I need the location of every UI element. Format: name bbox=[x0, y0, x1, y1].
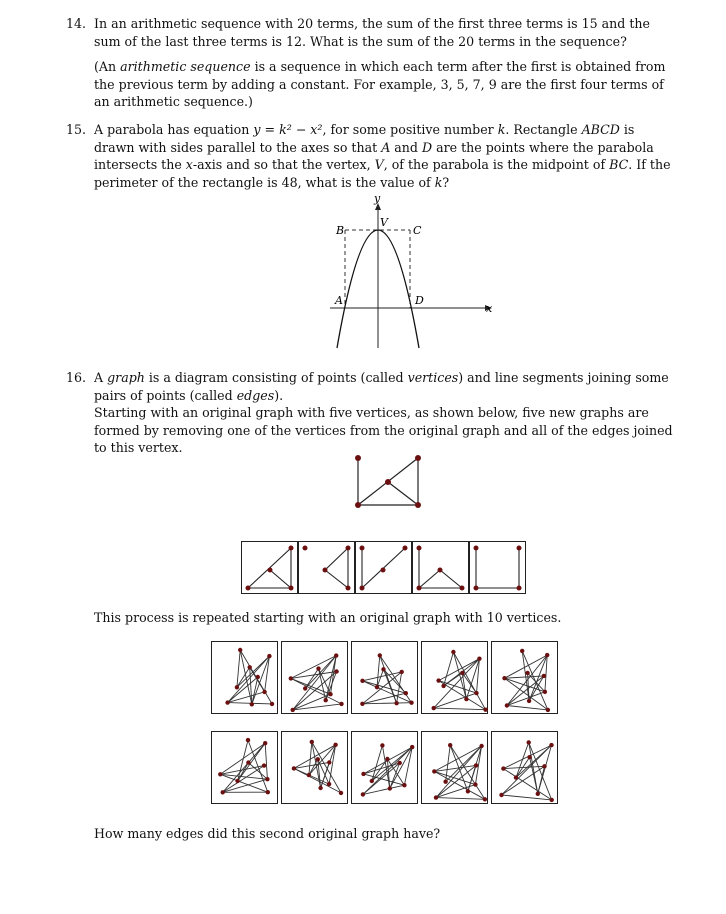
problem-text-2: Starting with an original graph with five vertices, as shown below, five new graphs are formed by removing one of the vertices from the original graph and all of the edges joined to this vertex. bbox=[94, 405, 673, 456]
subgraph-box bbox=[282, 732, 348, 804]
subgraph-vertex bbox=[316, 666, 320, 670]
subgraph-edge bbox=[238, 740, 248, 781]
subgraph-vertex bbox=[443, 780, 447, 784]
subgraph-edge bbox=[223, 779, 268, 792]
subgraph-vertex bbox=[246, 738, 250, 742]
subgraph-vertex bbox=[334, 669, 338, 673]
subgraph-edge bbox=[507, 676, 544, 706]
subgraph-vertex bbox=[546, 708, 550, 712]
subgraph-vertex bbox=[477, 657, 481, 661]
subgraph-vertex bbox=[360, 702, 364, 706]
subgraph-edge bbox=[265, 743, 267, 779]
subgraph-vertex bbox=[398, 761, 402, 765]
subgraph-vertex bbox=[270, 702, 274, 706]
subgraph-vertex bbox=[307, 773, 311, 777]
subgraph-vertex bbox=[333, 743, 337, 747]
subgraph-vertex bbox=[432, 706, 436, 710]
subgraph-vertex bbox=[339, 791, 343, 795]
subgraph-vertex bbox=[248, 665, 252, 669]
problem-text: A graph is a diagram consisting of points (called vertices) and line segments joining some pairs of points (called edges). bbox=[94, 370, 669, 403]
subgraph-vertex bbox=[464, 697, 468, 701]
subgraph-vertex bbox=[235, 685, 239, 689]
subgraph-vertex bbox=[339, 702, 343, 706]
problem-16 bbox=[66, 369, 676, 457]
subgraph-vertex bbox=[499, 793, 503, 797]
subgraph-vertex bbox=[250, 702, 254, 706]
subgraph-vertex bbox=[324, 698, 328, 702]
subgraph-vertex bbox=[265, 777, 269, 781]
subgraph-vertex bbox=[550, 798, 554, 802]
label-b: B bbox=[336, 224, 345, 237]
subgraph-edge bbox=[237, 656, 270, 687]
label-d: D bbox=[415, 294, 424, 307]
subgraph-vertex bbox=[545, 653, 549, 657]
subgraph-vertex bbox=[527, 755, 531, 759]
subgraph-vertex bbox=[402, 783, 406, 787]
subgraph-vertex bbox=[292, 766, 296, 770]
subgraph-vertex bbox=[448, 743, 452, 747]
subgraph-vertex bbox=[266, 790, 270, 794]
subgraph-vertex bbox=[388, 786, 392, 790]
original-five-vertex-graph bbox=[340, 446, 430, 516]
subgraph-edge bbox=[436, 798, 485, 800]
final-question: How many edges did this second original graph have? bbox=[94, 826, 441, 841]
ten-vertex-subgraphs bbox=[210, 640, 558, 804]
subgraph-vertex bbox=[262, 763, 266, 767]
parabola-diagram bbox=[300, 196, 500, 356]
subgraph-vertex bbox=[502, 676, 506, 680]
subgraph-vertex bbox=[361, 772, 365, 776]
subgraph-edge bbox=[444, 652, 454, 686]
label-x: x bbox=[486, 302, 493, 315]
subgraph-vertex bbox=[520, 649, 524, 653]
subgraph-vertex bbox=[263, 741, 267, 745]
subgraph-vertex bbox=[483, 708, 487, 712]
subgraph-edge bbox=[228, 656, 270, 703]
subgraph-vertex bbox=[246, 760, 250, 764]
subgraph-vertex bbox=[316, 757, 320, 761]
subgraph-vertex bbox=[238, 648, 242, 652]
subgraph-vertex bbox=[327, 760, 331, 764]
subgraph-vertex bbox=[267, 654, 271, 658]
problem-number: 16. bbox=[66, 370, 87, 385]
subgraph-edge bbox=[237, 650, 240, 687]
problem-15 bbox=[66, 121, 676, 191]
label-a: A bbox=[335, 294, 343, 307]
subgraph-vertex bbox=[400, 670, 404, 674]
subgraph-vertex bbox=[361, 792, 365, 796]
subgraph-vertex bbox=[434, 795, 438, 799]
subgraph-vertex bbox=[291, 708, 295, 712]
problem-text: A parabola has equation y = k² − x², for some positive number k. Rectangle ABCD is drawn with sides parallel to the axes so that A and D are the points where the parabola intersects the x-axis and so that the vertex, V, of the parabola is the midpoint of BC. If the perimeter of the rectangle is 48, what is the value of k? bbox=[94, 122, 671, 190]
subgraph-vertex bbox=[505, 703, 509, 707]
problem-number: 15. bbox=[66, 122, 87, 137]
label-c: C bbox=[413, 224, 422, 237]
subgraph-vertex bbox=[432, 769, 436, 773]
subgraph-vertex bbox=[378, 653, 382, 657]
subgraph-vertex bbox=[536, 792, 540, 796]
subgraph-vertex bbox=[527, 699, 531, 703]
subgraph-vertex bbox=[473, 782, 477, 786]
subgraph-vertex bbox=[474, 763, 478, 767]
subgraph-vertex bbox=[328, 692, 332, 696]
subgraph-vertex bbox=[501, 766, 505, 770]
subgraph-vertex bbox=[218, 772, 222, 776]
subgraph-edge bbox=[434, 708, 486, 710]
subgraph-vertex bbox=[289, 676, 293, 680]
subgraph-vertex bbox=[441, 684, 445, 688]
subgraph-vertex bbox=[483, 797, 487, 801]
subgraph-vertex bbox=[262, 690, 266, 694]
subgraph-vertex bbox=[514, 775, 518, 779]
subgraph-vertex bbox=[380, 743, 384, 747]
problem-number: 14. bbox=[66, 16, 87, 31]
problem-note: (An arithmetic sequence is a sequence in which each term after the first is obtained from the previous term by adding a constant. For example, 3, 5, 7, 9 are the first four terms of an arithmetic sequence.) bbox=[94, 59, 666, 110]
subgraph-vertex bbox=[409, 701, 413, 705]
subgraph-vertex bbox=[527, 740, 531, 744]
subgraph-vertex bbox=[549, 743, 553, 747]
process-repeat-text: This process is repeated starting with an original graph with 10 vertices. bbox=[94, 610, 562, 625]
subgraph-edge bbox=[507, 706, 548, 710]
subgraph-vertex bbox=[360, 679, 364, 683]
subgraph-vertex bbox=[334, 653, 338, 657]
subgraph-vertex bbox=[385, 757, 389, 761]
problem-text: In an arithmetic sequence with 20 terms, the sum of the first three terms is 15 and the sum of the last three terms is 12. What is the sum of the 20 terms in the sequence? bbox=[94, 16, 650, 49]
subgraph-box bbox=[492, 642, 558, 714]
problem-14 bbox=[66, 15, 676, 111]
subgraph-vertex bbox=[235, 779, 239, 783]
subgraph-vertex bbox=[479, 744, 483, 748]
subgraph-vertex bbox=[318, 786, 322, 790]
subgraph-edge bbox=[363, 785, 405, 794]
subgraph-vertex bbox=[256, 675, 260, 679]
subgraph-vertex bbox=[327, 782, 331, 786]
subgraph-vertex bbox=[451, 650, 455, 654]
subgraph-edge bbox=[372, 745, 383, 781]
label-y: y bbox=[374, 196, 381, 205]
subgraph-vertex bbox=[221, 790, 225, 794]
subgraph-edge bbox=[503, 769, 551, 800]
subgraph-vertex bbox=[381, 667, 385, 671]
subgraph-vertex bbox=[370, 779, 374, 783]
subgraph-edge bbox=[502, 795, 552, 800]
subgraph-vertex bbox=[225, 700, 229, 704]
subgraph-edge bbox=[434, 659, 480, 708]
subgraph-vertex bbox=[542, 764, 546, 768]
subgraph-vertex bbox=[404, 691, 408, 695]
subgraph-vertex bbox=[436, 678, 440, 682]
subgraph-vertex bbox=[310, 740, 314, 744]
subgraph-box bbox=[422, 732, 488, 804]
subgraph-vertex bbox=[460, 671, 464, 675]
label-v: V bbox=[380, 216, 388, 229]
subgraph-vertex bbox=[525, 671, 529, 675]
subgraph-vertex bbox=[410, 745, 414, 749]
subgraph-edge bbox=[453, 652, 485, 710]
subgraph-edge bbox=[362, 703, 411, 704]
subgraph-vertex bbox=[375, 685, 379, 689]
subgraph-vertex bbox=[542, 674, 546, 678]
subgraph-vertex bbox=[543, 690, 547, 694]
subgraph-vertex bbox=[394, 701, 398, 705]
subgraph-vertex bbox=[303, 686, 307, 690]
subgraph-vertex bbox=[466, 789, 470, 793]
five-vertex-subgraphs bbox=[240, 540, 526, 596]
subgraph-edge bbox=[228, 692, 265, 703]
subgraph-vertex bbox=[474, 691, 478, 695]
